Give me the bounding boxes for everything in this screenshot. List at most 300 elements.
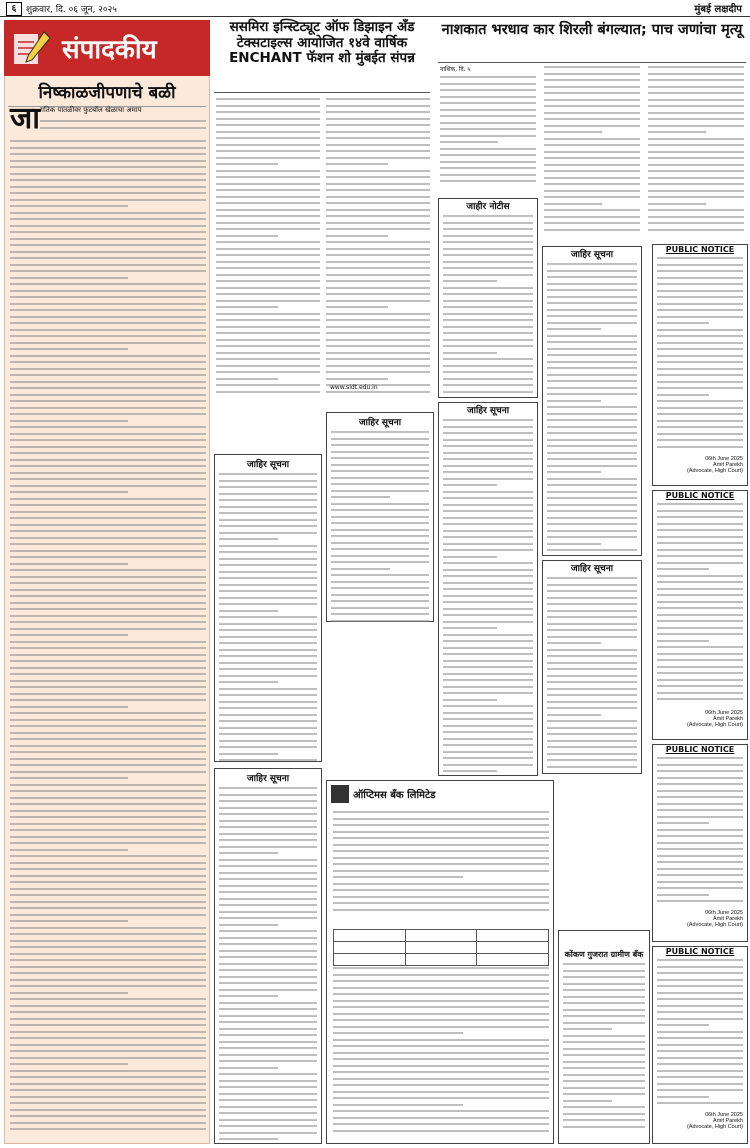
text-line [648, 183, 744, 185]
text-line [443, 718, 533, 720]
text-line [219, 859, 317, 861]
text-line [443, 439, 533, 441]
text-line [547, 523, 637, 525]
text-line [443, 452, 533, 454]
text-line [216, 293, 320, 295]
text-line [10, 264, 206, 266]
text-line [10, 693, 206, 695]
text-line [547, 549, 637, 551]
text-line [10, 992, 128, 994]
text-line [326, 150, 430, 152]
text-line [333, 896, 549, 898]
text-line [333, 967, 549, 969]
text-line [657, 803, 743, 805]
text-line [326, 105, 430, 107]
text-line [657, 659, 743, 661]
text-line [440, 135, 536, 137]
text-line [440, 122, 536, 124]
text-line [544, 112, 640, 114]
editorial-headline: निष्काळजीपणाचे बळी [8, 80, 206, 107]
text-line [443, 365, 533, 367]
text-line [326, 352, 430, 354]
text-line [440, 102, 536, 104]
text-line [219, 820, 317, 822]
article2-headline: नाशकात भरधाव कार शिरली बंगल्यात; पाच जणांचा मृत्यू [441, 22, 743, 38]
text-line [326, 111, 430, 113]
text-line [10, 667, 206, 669]
advocate-sub: (Advocate, High Court) [687, 468, 743, 474]
text-line [10, 803, 206, 805]
text-line [10, 823, 206, 825]
text-line [219, 1028, 317, 1030]
text-line [10, 530, 206, 532]
text-line [657, 361, 743, 363]
text-line [333, 863, 549, 865]
text-line [443, 556, 497, 558]
article1-col2 [326, 98, 430, 398]
text-line [219, 597, 317, 599]
text-line [544, 170, 640, 172]
text-line [440, 141, 498, 143]
text-line [547, 701, 637, 703]
advocate-name: Amit Parekh [713, 462, 743, 468]
text-line [657, 601, 743, 603]
text-line [657, 536, 743, 538]
text-line [440, 96, 536, 98]
text-line [648, 66, 744, 68]
text-line [10, 686, 206, 688]
text-line [326, 326, 430, 328]
text-line [10, 290, 206, 292]
text-line [10, 257, 206, 259]
text-line [219, 688, 317, 690]
text-line [443, 293, 533, 295]
text-line [10, 335, 206, 337]
text-line [326, 215, 430, 217]
text-line [547, 458, 637, 460]
text-line [333, 1110, 549, 1112]
text-line [657, 992, 743, 994]
text-line [547, 536, 637, 538]
text-line [219, 512, 317, 514]
text-line [443, 465, 533, 467]
text-line [443, 306, 533, 308]
text-line [443, 426, 533, 428]
text-line [10, 511, 206, 513]
editorial-first-line: गतिक पातळीवर फुटबॉल खेळाचा अमाप [40, 106, 142, 114]
text-line [443, 352, 497, 354]
text-line [219, 865, 317, 867]
text-line [563, 1093, 645, 1095]
text-line [10, 1089, 206, 1091]
text-line [547, 484, 637, 486]
text-line [563, 1113, 645, 1115]
text-line [547, 387, 637, 389]
text-line [443, 530, 533, 532]
text-line [10, 186, 206, 188]
text-line [216, 105, 320, 107]
text-line [216, 163, 278, 165]
text-line [326, 345, 430, 347]
text-line [219, 668, 317, 670]
text-line [657, 692, 743, 694]
text-line [563, 989, 645, 991]
text-line [657, 816, 743, 818]
text-line [219, 610, 278, 612]
text-line [326, 371, 430, 373]
text-line [331, 587, 429, 589]
text-line [547, 584, 637, 586]
text-line [219, 545, 317, 547]
text-line [10, 959, 206, 961]
text-line [648, 131, 706, 133]
text-line [657, 329, 743, 331]
text-line [10, 348, 128, 350]
text-line [219, 480, 317, 482]
text-line [443, 543, 533, 545]
text-line [216, 189, 320, 191]
text-line [547, 335, 637, 337]
text-line [544, 92, 640, 94]
text-line [219, 1002, 317, 1004]
text-line [216, 371, 320, 373]
text-line [219, 571, 317, 573]
text-line [10, 628, 206, 630]
text-line [216, 157, 320, 159]
text-line [10, 251, 206, 253]
text-line [216, 222, 320, 224]
advocate-sub: (Advocate, High Court) [687, 922, 743, 928]
text-line [547, 348, 637, 350]
text-line [216, 176, 320, 178]
text-line [219, 885, 317, 887]
text-line [10, 979, 206, 981]
text-line [10, 641, 206, 643]
text-line [10, 316, 206, 318]
text-line [326, 118, 430, 120]
text-line [443, 673, 533, 675]
text-line [657, 368, 743, 370]
text-line [326, 131, 430, 133]
text-line [219, 532, 317, 534]
text-line [657, 822, 709, 824]
text-line [10, 680, 206, 682]
text-line [331, 490, 429, 492]
text-line [326, 189, 430, 191]
text-line [219, 943, 317, 945]
text-line [331, 574, 429, 576]
text-line [443, 222, 533, 224]
text-line [10, 784, 206, 786]
text-line [326, 248, 430, 250]
text-line [648, 125, 744, 127]
text-line [657, 355, 743, 357]
public-notice-title: PUBLIC NOTICE [665, 491, 735, 500]
text-line [544, 196, 640, 198]
text-line [547, 766, 637, 768]
text-line [326, 319, 430, 321]
text-line [219, 989, 317, 991]
text-line [216, 358, 320, 360]
text-line [440, 109, 536, 111]
text-line [331, 516, 429, 518]
text-line [331, 496, 390, 498]
text-line [547, 361, 637, 363]
text-line [440, 180, 536, 182]
text-line [657, 796, 743, 798]
text-line [547, 289, 637, 291]
text-line [10, 433, 206, 435]
text-line [10, 1109, 206, 1111]
text-line [657, 575, 743, 577]
text-line [326, 280, 430, 282]
text-line [10, 1024, 206, 1026]
text-line [219, 603, 317, 605]
text-line [219, 1138, 278, 1140]
text-line [10, 322, 206, 324]
text-line [10, 413, 206, 415]
text-line [333, 1071, 549, 1073]
text-line [648, 177, 744, 179]
text-line [657, 420, 743, 422]
text-line [219, 995, 278, 997]
text-line [547, 746, 637, 748]
text-line [219, 1093, 317, 1095]
text-line [326, 365, 430, 367]
text-line [216, 215, 320, 217]
text-line [326, 157, 430, 159]
text-line [219, 525, 317, 527]
text-line [333, 1052, 549, 1054]
text-line [219, 675, 317, 677]
text-line [657, 407, 743, 409]
text-line [219, 493, 317, 495]
text-line [443, 757, 533, 759]
text-line [331, 464, 429, 466]
text-line [648, 73, 744, 75]
text-line [219, 551, 317, 553]
text-line [547, 419, 637, 421]
text-line [219, 891, 317, 893]
text-line [563, 970, 645, 972]
text-line [326, 170, 430, 172]
text-line [10, 589, 206, 591]
text-line [219, 655, 317, 657]
text-line [657, 1070, 743, 1072]
text-line [563, 963, 645, 965]
text-line [443, 504, 533, 506]
text-line [10, 212, 206, 214]
text-line [547, 668, 637, 670]
page-number: ६ [6, 2, 22, 16]
text-line [219, 577, 317, 579]
text-line [216, 306, 278, 308]
text-line [10, 459, 206, 461]
text-line [547, 276, 637, 278]
text-line [219, 917, 317, 919]
text-line [216, 170, 320, 172]
text-line [333, 837, 549, 839]
text-line [10, 615, 206, 617]
text-line [216, 326, 320, 328]
text-line [443, 621, 533, 623]
text-line [10, 160, 206, 162]
text-line [544, 105, 640, 107]
text-line [657, 809, 743, 811]
text-line [216, 98, 320, 100]
text-line [10, 706, 128, 708]
text-line [443, 627, 497, 629]
text-line [547, 426, 637, 428]
text-line [563, 1048, 645, 1050]
text-line [547, 530, 637, 532]
text-line [219, 519, 317, 521]
text-line [547, 491, 637, 493]
text-line [10, 602, 206, 604]
text-line [216, 378, 278, 380]
public-notice-3 [652, 744, 748, 942]
text-line [10, 1044, 206, 1046]
text-line [10, 1018, 206, 1020]
text-line [440, 167, 536, 169]
text-line [219, 486, 317, 488]
text-line [648, 196, 744, 198]
editorial-text-top [40, 120, 206, 138]
text-line [657, 426, 743, 428]
text-line [544, 177, 640, 179]
text-line [326, 228, 430, 230]
text-line [443, 419, 533, 421]
bank-name: ऑप्टिमस बँक लिमिटेड [353, 790, 436, 801]
text-line [10, 244, 206, 246]
text-line [326, 306, 388, 308]
text-line [443, 471, 533, 473]
text-line [563, 1054, 645, 1056]
text-line [657, 646, 743, 648]
text-line [326, 196, 430, 198]
text-line [563, 1126, 645, 1128]
text-line [648, 92, 744, 94]
text-line [219, 930, 317, 932]
text-line [10, 556, 206, 558]
text-line [547, 753, 637, 755]
text-line [10, 894, 206, 896]
text-line [216, 391, 320, 393]
text-line [563, 1002, 645, 1004]
text-line [10, 569, 206, 571]
text-line [326, 293, 430, 295]
text-line [657, 666, 743, 668]
jahir-notice-title: जाहीर नोटीस [466, 202, 510, 212]
text-line [547, 577, 637, 579]
text-line [544, 222, 640, 224]
text-line [10, 933, 206, 935]
text-line [219, 564, 317, 566]
text-line [657, 1031, 743, 1033]
notice-title: जाहिर सूचना [466, 406, 510, 416]
text-line [657, 394, 709, 396]
text-line [219, 681, 278, 683]
text-line [544, 131, 602, 133]
text-line [219, 878, 317, 880]
text-line [333, 850, 549, 852]
text-line [657, 829, 743, 831]
text-line [544, 144, 640, 146]
text-line [10, 420, 128, 422]
text-line [10, 777, 128, 779]
text-line [10, 1122, 206, 1124]
text-line [326, 313, 430, 315]
text-line [547, 543, 601, 545]
text-line [443, 215, 533, 217]
text-line [10, 751, 206, 753]
text-line [657, 770, 743, 772]
advocate-name: Amit Parekh [713, 1118, 743, 1124]
text-line [440, 115, 536, 117]
text-line [657, 555, 743, 557]
text-line [219, 787, 317, 789]
text-line [333, 857, 549, 859]
text-line [326, 98, 430, 100]
text-line [326, 339, 430, 341]
text-line [547, 759, 637, 761]
text-line [544, 157, 640, 159]
text-line [10, 972, 206, 974]
bank-logo-icon [331, 785, 349, 803]
text-line [443, 692, 533, 694]
text-line [547, 597, 637, 599]
text-line [10, 400, 206, 402]
text-line [219, 1015, 317, 1017]
text-line [216, 300, 320, 302]
text-line [648, 86, 744, 88]
text-line [657, 1102, 743, 1104]
text-line [10, 381, 206, 383]
text-line [216, 241, 320, 243]
text-line [547, 655, 637, 657]
text-line [219, 746, 317, 748]
text-line [10, 485, 206, 487]
text-line [443, 378, 533, 380]
text-line [657, 861, 743, 863]
text-line [10, 277, 128, 279]
text-line [333, 831, 549, 833]
text-line [331, 535, 429, 537]
text-line [440, 76, 536, 78]
text-line [443, 248, 533, 250]
text-line [10, 173, 206, 175]
text-line [440, 128, 536, 130]
notice-date: 06th June 2025 [705, 710, 743, 716]
text-line [10, 537, 206, 539]
article2-dateline: नाशिक, दि. ५ [440, 66, 471, 73]
text-line [443, 588, 533, 590]
text-line [10, 712, 206, 714]
text-line [333, 1117, 549, 1119]
text-line [10, 647, 206, 649]
text-line [648, 229, 744, 231]
text-line [657, 446, 743, 448]
text-line [10, 1057, 206, 1059]
text-line [563, 1041, 645, 1043]
text-line [657, 855, 743, 857]
text-line [10, 1076, 206, 1078]
text-line [544, 79, 640, 81]
text-line [563, 1028, 612, 1030]
text-line [10, 634, 128, 636]
text-line [10, 732, 206, 734]
text-line [216, 384, 320, 386]
